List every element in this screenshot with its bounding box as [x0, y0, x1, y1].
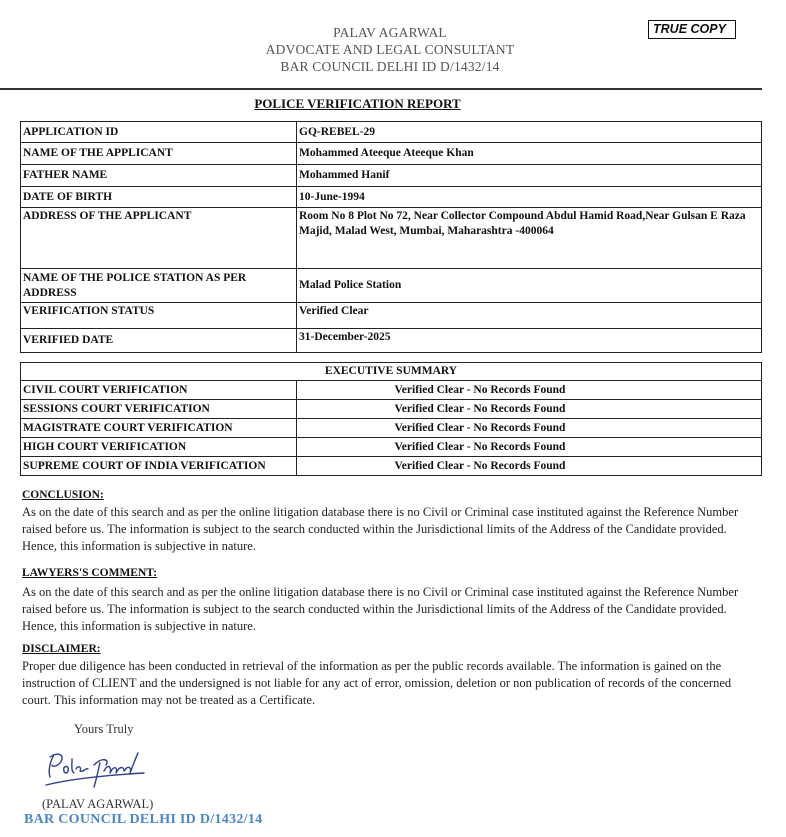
lawyers-comment-section — [22, 565, 762, 635]
row-value: Verified Clear - No Records Found — [297, 400, 762, 419]
table-row — [21, 303, 762, 329]
table-row — [21, 208, 762, 269]
row-value: Room No 8 Plot No 72, Near Collector Compound Abdul Hamid Road,Near Gulsan E Raza Majid, Malad West, Mumbai, Maharashtra -400064 — [297, 208, 762, 269]
summary-heading: EXECUTIVE SUMMARY — [21, 363, 762, 381]
row-value: Verified Clear - No Records Found — [297, 457, 762, 476]
table-row — [21, 419, 762, 438]
table-row — [21, 400, 762, 419]
executive-summary-table — [20, 362, 762, 476]
applicant-details-table — [20, 121, 762, 353]
table-row — [21, 329, 762, 353]
row-label: HIGH COURT VERIFICATION — [21, 438, 297, 457]
row-value: Verified Clear — [297, 303, 762, 329]
row-label: NAME OF THE POLICE STATION AS PER ADDRESS — [21, 269, 297, 303]
lawyers-comment-heading: LAWYERS'S COMMENT: — [22, 567, 157, 579]
row-label: CIVIL COURT VERIFICATION — [21, 381, 297, 400]
signature-image — [40, 745, 160, 795]
row-label: VERIFIED DATE — [21, 329, 297, 353]
table-row — [21, 381, 762, 400]
row-value: Mohammed Ateeque Ateeque Khan — [297, 143, 762, 165]
row-value: Verified Clear - No Records Found — [297, 438, 762, 457]
row-value: GQ-REBEL-29 — [297, 122, 762, 143]
row-label: VERIFICATION STATUS — [21, 303, 297, 329]
table-row — [21, 187, 762, 208]
row-label: NAME OF THE APPLICANT — [21, 143, 297, 165]
table-row — [21, 457, 762, 476]
lawyers-comment-text: As on the date of this search and as per the online litigation database there is no Civil or Criminal case instituted against the Reference Number raised before us. The information is subject to the search conducted within the Jurisdictional limits of the Address of the Candidate provided. Hence, this information is subjective in nature. — [22, 585, 739, 633]
advocate-name: PALAV AGARWAL — [333, 25, 447, 40]
row-value: Mohammed Hanif — [297, 165, 762, 187]
row-label: SESSIONS COURT VERIFICATION — [21, 400, 297, 419]
signatory-name: (PALAV AGARWAL) — [42, 797, 154, 811]
closing-text: Yours Truly — [74, 722, 134, 736]
true-copy-stamp: TRUE COPY — [648, 20, 736, 39]
row-label: MAGISTRATE COURT VERIFICATION — [21, 419, 297, 438]
summary-heading-row — [21, 363, 762, 381]
row-label: SUPREME COURT OF INDIA VERIFICATION — [21, 457, 297, 476]
table-row — [21, 438, 762, 457]
row-value: Malad Police Station — [297, 269, 762, 303]
row-value: Verified Clear - No Records Found — [297, 419, 762, 438]
advocate-designation: ADVOCATE AND LEGAL CONSULTANT — [265, 42, 515, 57]
page-title: POLICE VERIFICATION REPORT — [254, 96, 461, 111]
disclaimer-heading: DISCLAIMER: — [22, 643, 101, 655]
signatory-bar-id: BAR COUNCIL DELHI ID D/1432/14 — [24, 812, 263, 827]
table-row — [21, 122, 762, 143]
row-label: DATE OF BIRTH — [21, 187, 297, 208]
row-label: FATHER NAME — [21, 165, 297, 187]
conclusion-text: As on the date of this search and as per the online litigation database there is no Civil or Criminal case instituted against the Reference Number raised before us. The information is subject to the search conducted within the Jurisdictional limits of the Address of the Candidate provided. Hence, this information is subjective in nature. — [22, 505, 739, 553]
row-label: APPLICATION ID — [21, 122, 297, 143]
header-divider — [0, 88, 762, 90]
table-row — [21, 269, 762, 303]
table-row — [21, 143, 762, 165]
conclusion-section — [22, 487, 762, 555]
conclusion-heading: CONCLUSION: — [22, 489, 104, 501]
disclaimer-text: Proper due diligence has been conducted in retrieval of the information as per the public records available. The information is gained on the instruction of CLIENT and the undersigned is not liable for any act of error, omission, deletion or non publication of records of the concerned court. This information may not be treated as a Certificate. — [22, 659, 732, 707]
disclaimer-section — [22, 641, 762, 709]
signature-icon — [40, 745, 160, 790]
row-value: Verified Clear - No Records Found — [297, 381, 762, 400]
table-row — [21, 165, 762, 187]
row-value: 10-June-1994 — [297, 187, 762, 208]
advocate-bar-id: BAR COUNCIL DELHI ID D/1432/14 — [280, 59, 500, 74]
row-label: ADDRESS OF THE APPLICANT — [21, 208, 297, 269]
row-value: 31-December-2025 — [297, 329, 762, 353]
